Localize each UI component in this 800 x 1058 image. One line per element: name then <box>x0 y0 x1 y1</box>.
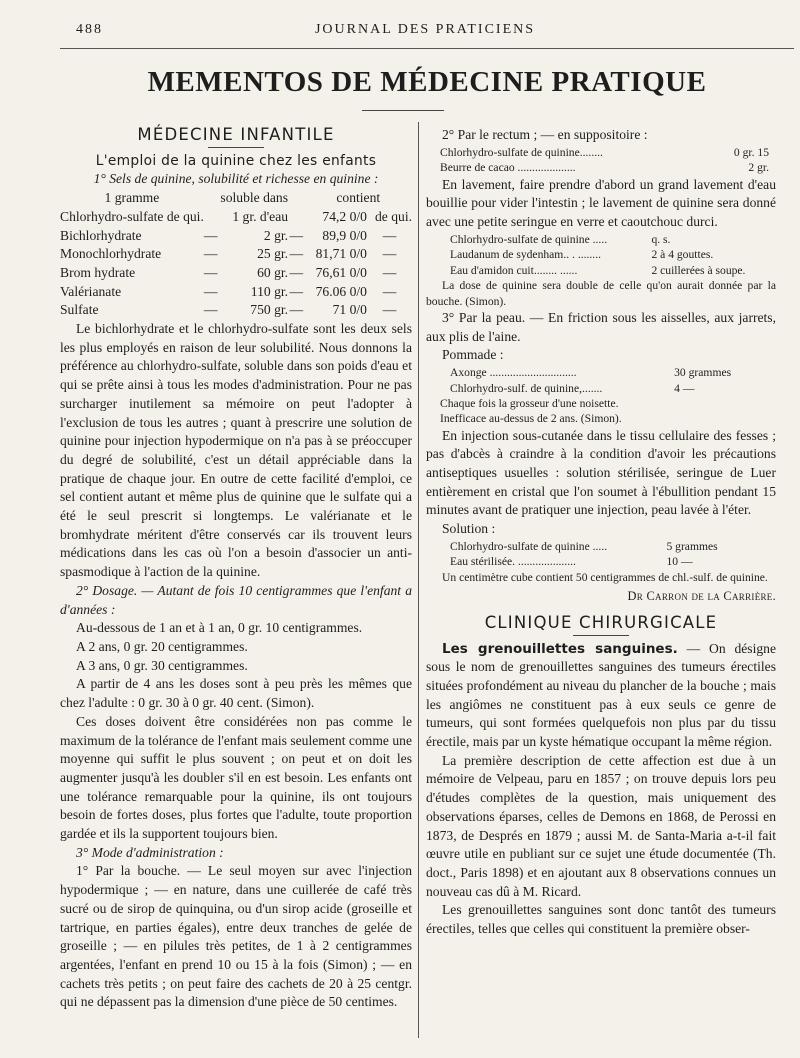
column-divider <box>418 122 419 1038</box>
ingredient: Axonge .............................. <box>450 366 577 380</box>
ditto: — <box>382 302 397 318</box>
ditto: — <box>289 246 304 262</box>
paragraph-continuation: Les grenouillettes sanguines sont donc tantôt des tumeurs érectiles, telles que celles qui constituent la première obser- <box>426 902 776 937</box>
ingredient: Beurre de cacao .................... <box>440 161 576 175</box>
quantity: 10 — <box>666 555 693 569</box>
quinine-salts-table <box>60 189 412 320</box>
section-rule <box>208 147 264 148</box>
header-rule <box>60 48 794 49</box>
ditto: — <box>289 302 304 318</box>
table-header-row <box>60 189 412 208</box>
left-column <box>60 126 412 1012</box>
ingredient: Chlorhydro-sulfate de quinine ..... <box>450 539 608 553</box>
pommade-label: Pommade : <box>442 347 504 363</box>
ingredient: Chlorhydro-sulf. de quinine,....... <box>450 381 603 395</box>
ditto: — <box>203 302 218 318</box>
quantity: q. s. <box>651 232 671 246</box>
sels-heading: 1° Sels de quinine, solubilité et richesse en quinine : <box>93 171 379 187</box>
dose-line: A 3 ans, 0 gr. 30 centigrammes. <box>76 657 248 673</box>
ditto: — <box>203 227 218 243</box>
paragraph-adult-dose: A partir de 4 ans les doses sont à peu près les mêmes que chez l'adulte : 0 gr. 30 à 0 gr. 40 cent. (Simon). <box>60 676 412 711</box>
table-row <box>60 264 412 283</box>
ingredient: Chlorhydro-sulfate de quinine ..... <box>450 232 608 246</box>
ingredient: Chlorhydro-sulfate de quinine........ <box>440 145 603 159</box>
article-title-grenouillettes: Les grenouillettes sanguines. <box>442 640 678 657</box>
prescription-suppositoire <box>440 145 769 176</box>
paragraph-velpeau: La première description de cette affection est due à un mémoire de Velpeau, paru en 1857 ; on trouve depuis lors peu d'études complètes de la question, mais uniquement des observations éparses, celles de Demons en 1868, de Perossi en 1873, de Després en 1879 ; aussi M. de Santa-Maria a-t-il fait œuvre utile en publiant sur ce sujet une étude documentée (Th. doct., Paris 1898) et en ajoutant aux 8 observations connues un nouveau cas dû à M. Ricard. <box>426 752 776 899</box>
ditto: — <box>289 283 304 299</box>
inefficace-note: Inefficace au-dessus de 2 ans. (Simon). <box>440 412 622 426</box>
prescription-row <box>440 145 769 161</box>
table-row <box>60 301 412 320</box>
ditto <box>204 208 221 227</box>
ditto: — <box>382 264 397 280</box>
prescription-pommade <box>450 365 758 396</box>
solubility: 2 gr. <box>263 227 289 243</box>
section-title-clinique-chirurgicale: CLINIQUE CHIRURGICALE <box>484 612 718 632</box>
quantity: 2 gr. <box>748 161 769 175</box>
quinine-percent: 76.06 0/0 <box>315 283 367 299</box>
mode-heading: 3° Mode d'administration : <box>76 844 224 860</box>
salt-name: Valérianate <box>60 283 122 299</box>
main-title: MEMENTOS DE MÉDECINE PRATIQUE <box>147 66 707 98</box>
col-header-soluble: soluble dans <box>220 190 288 206</box>
right-column <box>426 126 776 939</box>
quinine-percent: 71 0/0 <box>332 302 367 318</box>
paragraph-tolerance: Ces doses doivent être considérées non pas comme le maximum de la tolérance de l'enfant mais seulement comme une moyenne qui suffit le plus souvent ; on peut et on doit les augmenter jusqu'à les doubler s'il en est besoin. Les enfants ont une tolérance remarquable pour la quinine, ils ont toujours besoin de fortes doses, plus fortes que l'adulte, toute proportion gardée et ils la supportent toujours bien. <box>60 713 412 842</box>
solubility: 110 gr. <box>250 283 289 299</box>
prescription-row <box>450 247 772 263</box>
prescription-row <box>450 539 737 555</box>
section-rule <box>573 635 629 636</box>
article-title: L'emploi de la quinine chez les enfants <box>95 152 377 169</box>
section-title-medecine-infantile: MÉDECINE INFANTILE <box>137 125 335 144</box>
prescription-row <box>440 160 769 176</box>
quinine-percent: 81,71 0/0 <box>315 246 367 262</box>
table-row <box>60 283 412 302</box>
quinine-percent: 74,2 0/0 <box>322 208 367 224</box>
paragraph-bouche: 1° Par la bouche. — Le seul moyen sur avec l'injection hypodermique ; — en nature, dans une cuillerée de café très sucré ou de sirop de quinquina, ou d'un sirop acide (groseille et tartrique, en parties égales), entre deux tranches de gelée de groseille ; — en pilules très petites, de 1 à 2 centigrammes argentées, l'enfant en prend 10 ou 15 à la fois (Simon) ; — en cachets très petits ; on peut faire des cachets de 20 à 25 centgr. qui ne dépassent pas la dimension d'une pièce de 50 centimes. <box>60 863 412 1010</box>
page-number: 488 <box>76 22 103 37</box>
prescription-row <box>450 263 772 279</box>
ditto: — <box>382 283 397 299</box>
quantity: 5 grammes <box>666 539 718 553</box>
prescription-lavement <box>450 232 772 279</box>
salt-name: Bichlorhydrate <box>60 227 142 243</box>
ingredient: Eau d'amidon cuit........ ...... <box>450 263 578 277</box>
quinine-percent: 76,61 0/0 <box>315 264 367 280</box>
rectum-heading: 2° Par le rectum ; — en suppositoire : <box>442 127 648 142</box>
cc-note: Un centimètre cube contient 50 centigrammes de chl.-sulf. de quinine. <box>442 570 768 584</box>
col-header-gramme: 1 gramme <box>104 190 160 206</box>
salt-name: Chlorhydro-sulfate de qui. <box>60 208 204 224</box>
ditto: — <box>203 264 218 280</box>
quantity: 4 — <box>674 381 695 395</box>
paragraph-lavement: En lavement, faire prendre d'abord un grand lavement d'eau bouillie pour vider l'intestin ; le lavement de quinine sera donné avec une petite seringue en verre et caoutchouc durci. <box>426 176 776 230</box>
solubility: 750 gr. <box>250 302 289 318</box>
paragraph-injection: En injection sous-cutanée dans le tissu cellulaire des fesses ; pas d'abcès à craindre à la condition d'avoir les précautions antiseptiques usuelles : solution stérilisée, seringue de Luer entièrement en cristal que l'on soumet à l'ébullition pendant 15 minutes avant de pratiquer une injection, peau lavée à l'éter. <box>426 427 776 518</box>
prescription-solution <box>450 539 737 570</box>
ditto: — <box>203 283 218 299</box>
dosage-heading: 2° Dosage. — Autant de fois 10 centigrammes que l'enfant a d'années : <box>60 582 412 617</box>
prescription-row <box>450 554 737 570</box>
ditto: — <box>382 246 397 262</box>
solubility: 60 gr. <box>257 264 289 280</box>
author-signature: Dr Carron de la Carrière. <box>627 589 776 604</box>
ditto: de qui. <box>375 208 412 224</box>
peau-heading: 3° Par la peau. — En friction sous les aisselles, aux jarrets, aux plis de l'aine. <box>426 309 776 344</box>
dose-line: A 2 ans, 0 gr. 20 centigrammes. <box>76 638 248 654</box>
salt-name: Sulfate <box>60 302 99 318</box>
ditto: — <box>289 264 304 280</box>
ditto <box>288 208 305 227</box>
solution-label: Solution : <box>442 521 496 537</box>
salt-name: Monochlorhydrate <box>60 246 162 262</box>
table-row <box>60 208 412 227</box>
quantity: 2 cuillerées à soupe. <box>651 263 746 277</box>
quantity: 0 gr. 15 <box>733 145 769 159</box>
title-rule <box>362 110 444 111</box>
prescription-row <box>450 232 772 248</box>
quantity: 2 à 4 gouttes. <box>651 248 714 262</box>
ingredient: Laudanum de sydenham.. . ........ <box>450 248 602 262</box>
paragraph-salts: Le bichlorhydrate et le chlorhydro-sulfate sont les deux sels les plus employés en raison de leur solubilité. Nous donnons la préférence au chlorhydro-sulfate, soluble dans son poids d'eau et qui se prête ainsi à tous les modes d'administration. Pour ne pas surcharger inutilement sa mémoire on peut l'adopter à l'exclusion de tous les autres ; quant à prescrire une solution de quinine pour injection hypodermique on n'a pas à se préoccuper du degré de solubilité, c'est un détail appréciable dans la pratique de chaque jour. En outre de cette facilité d'emploi, ce sel contient autant et même plus de quinine que le sulfate qui a été le seul prescrit si longtemps. Le valérianate et le bromhydrate méritent d'être conservés car ils trouvent leurs médications dans les cas où l'on a besoin d'associer un anti-spasmodique à l'action de la quinine. <box>60 321 412 580</box>
chaque-note: Chaque fois la grosseur d'une noisette. <box>440 397 619 411</box>
grenouillettes-intro: — On désigne sous le nom de grenouillettes sanguines des tumeurs érectiles situées profondément au niveau du plancher de la bouche ; mais les angiômes ne constituent pas à eux seuls ce genre de tumeurs, qui sont formées quelquefois non plus par du tissu érectile, mais par un kyste hématique occupant la même région. <box>426 640 777 750</box>
table-row <box>60 227 412 246</box>
ditto: — <box>289 227 304 243</box>
quinine-percent: 89,9 0/0 <box>322 227 367 243</box>
table-row <box>60 245 412 264</box>
quantity: 30 grammes <box>674 366 732 380</box>
solubility: 1 gr. d'eau <box>232 208 289 224</box>
salt-name: Brom hydrate <box>60 264 136 280</box>
running-header <box>76 22 774 42</box>
ditto: — <box>382 227 397 243</box>
solubility: 25 gr. <box>257 246 289 262</box>
prescription-row <box>450 381 758 397</box>
prescription-row <box>450 365 758 381</box>
dose-line: Au-dessous de 1 an et à 1 an, 0 gr. 10 centigrammes. <box>76 620 363 636</box>
ingredient: Eau stérilisée. .................... <box>450 555 576 569</box>
ditto: — <box>203 246 218 262</box>
journal-title: JOURNAL DES PRATICIENS <box>314 22 536 37</box>
dose-note: La dose de quinine sera double de celle qu'on aurait donnée par la bouche. (Simon). <box>426 279 776 308</box>
col-header-contient: contient <box>336 190 381 206</box>
